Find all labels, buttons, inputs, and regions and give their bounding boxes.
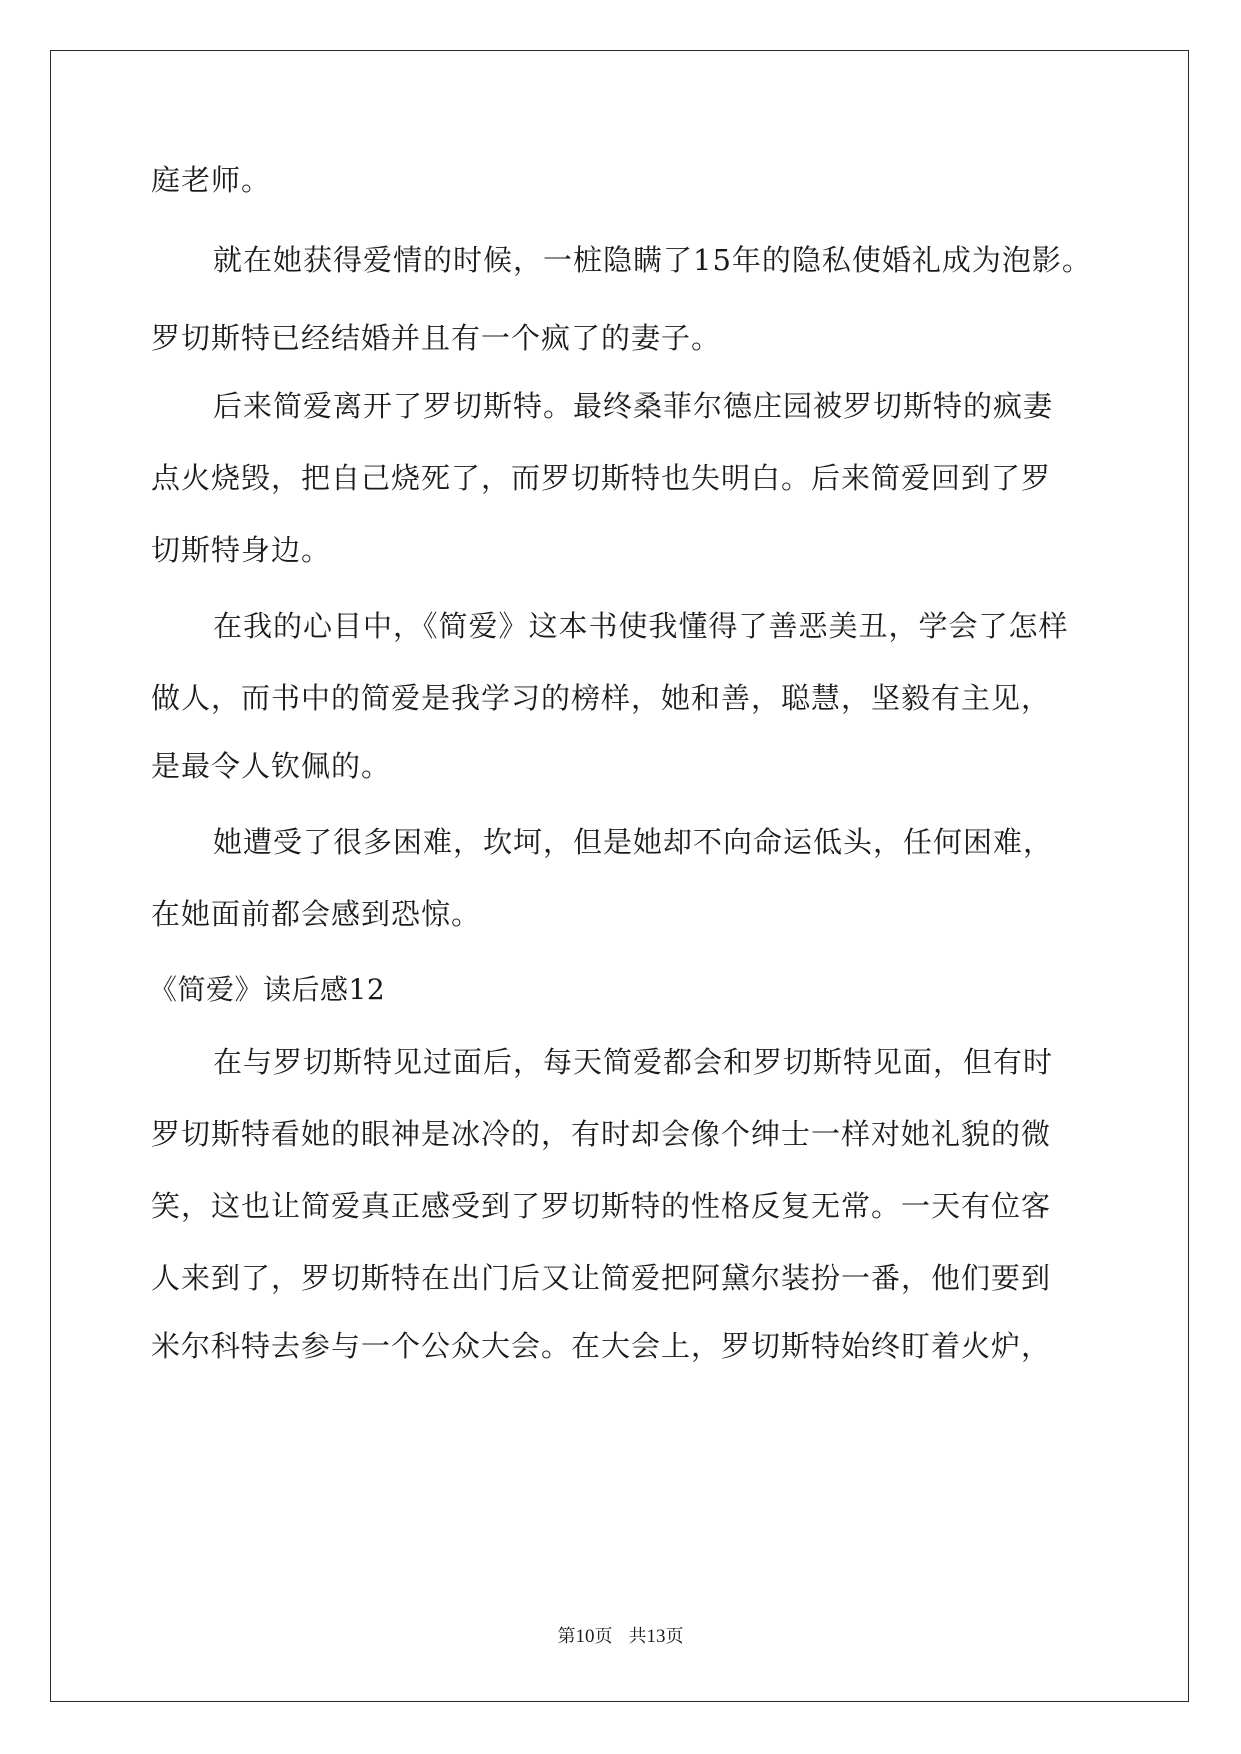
page-suffix: 页 [594,1626,613,1647]
paragraph-line: 就在她获得爱情的时候，一桩隐瞒了15年的隐私使婚礼成为泡影。 [213,243,1092,277]
total-prefix: 共 [628,1626,647,1647]
paragraph-line: 她遭受了很多困难，坎坷，但是她却不向命运低头，任何困难， [213,825,1054,859]
section-heading: 《简爱》读后感12 [149,973,386,1006]
current-page-number: 10 [575,1626,595,1647]
paragraph-line: 米尔科特去参与一个公众大会。在大会上，罗切斯特始终盯着火炉， [151,1329,1052,1363]
paragraph-line: 罗切斯特看她的眼神是冰冷的，有时却会像个绅士一样对她礼貌的微 [151,1117,1052,1151]
paragraph-line: 是最令人钦佩的。 [151,749,392,783]
paragraph-line: 庭老师。 [151,163,272,197]
paragraph-line: 做人，而书中的简爱是我学习的榜样，她和善，聪慧，坚毅有主见， [151,681,1052,715]
paragraph-line: 在我的心目中，《简爱》这本书使我懂得了善恶美丑，学会了怎样 [213,609,1069,643]
total-page-number: 13 [646,1626,666,1647]
paragraph-line: 罗切斯特已经结婚并且有一个疯了的妻子。 [151,321,722,355]
paragraph-line: 笑，这也让简爱真正感受到了罗切斯特的性格反复无常。一天有位客 [151,1189,1052,1223]
paragraph-line: 点火烧毁，把自己烧死了，而罗切斯特也失明白。后来简爱回到了罗 [151,461,1052,495]
paragraph-line: 在她面前都会感到恐惊。 [151,897,482,931]
page-footer [0,1625,1241,1649]
total-suffix: 页 [665,1626,684,1647]
page-prefix: 第 [557,1626,576,1647]
paragraph-line: 人来到了，罗切斯特在出门后又让简爱把阿黛尔装扮一番，他们要到 [151,1261,1052,1295]
page-border [50,50,1189,1702]
paragraph-line: 后来简爱离开了罗切斯特。最终桑菲尔德庄园被罗切斯特的疯妻 [213,389,1054,423]
paragraph-line: 切斯特身边。 [151,533,332,567]
paragraph-line: 在与罗切斯特见过面后，每天简爱都会和罗切斯特见面，但有时 [213,1045,1054,1079]
